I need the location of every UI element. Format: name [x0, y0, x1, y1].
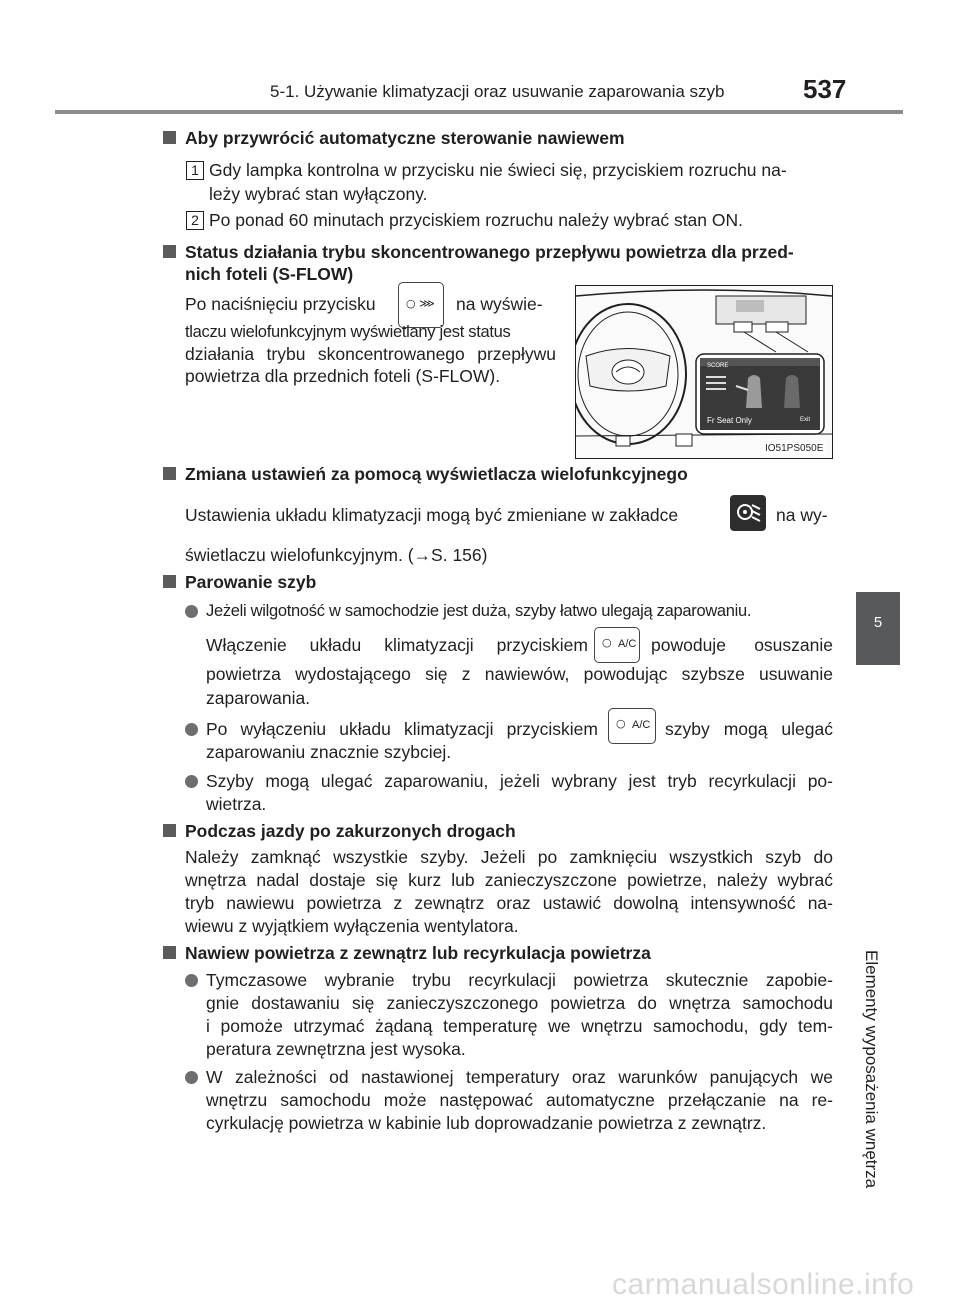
- bullet-text: szyby mogą ulegać: [665, 719, 833, 739]
- body-text: powietrza dla przednich foteli (S-FLOW).: [185, 366, 501, 386]
- ac-button: [594, 627, 640, 663]
- square-bullet-icon: [163, 575, 176, 588]
- bullet-text: i pomoże utrzymać żądaną temperaturę we wnętrzu samochodu, gdy tem-: [206, 1016, 833, 1036]
- bullet-text: zaparowania.: [206, 688, 311, 708]
- dashboard-drawing: [576, 286, 832, 458]
- chapter-tab-number: 5: [873, 614, 883, 631]
- body-text: na wyświe-: [456, 294, 543, 314]
- bullet-text: Jeżeli wilgotność w samochodzie jest duża, szyby łatwo ulegają zaparowaniu.: [206, 602, 752, 620]
- body-text: tryb nawiewu powietrza z zewnątrz oraz ustawić dowolną intensywność na-: [185, 893, 833, 913]
- screen-caption: Fr Seat Only: [707, 416, 752, 425]
- section-title-cont: nich foteli (S-FLOW): [185, 264, 354, 284]
- step-number: 2: [186, 211, 204, 230]
- round-bullet-icon: [185, 1071, 198, 1084]
- watermark: carmanualsonline.info: [612, 1268, 915, 1301]
- body-text: Ustawienia układu klimatyzacji mogą być zmieniane w zakładce: [185, 505, 679, 525]
- ac-indicator-icon: ○: [602, 636, 612, 649]
- bullet-text: gnie dostawaniu się zanieczyszczonego powietrza do wnętrza samochodu: [206, 993, 833, 1013]
- square-bullet-icon: [163, 467, 176, 480]
- square-bullet-icon: [163, 824, 176, 837]
- square-bullet-icon: [163, 131, 176, 144]
- bullet-text: cyrkulację powietrza w kabinie lub doprowadzanie powietrza z zewnątrz.: [206, 1113, 767, 1133]
- square-bullet-icon: [163, 245, 176, 258]
- section-title: Status działania trybu skoncentrowanego przepływu powietrza dla przed-: [185, 242, 794, 262]
- section-heading: [185, 941, 651, 965]
- section-title: Nawiew powietrza z zewnątrz lub recyrkulacja powietrza: [185, 943, 651, 963]
- body-text: na wy-: [776, 505, 828, 525]
- ac-button-label: A/C: [618, 638, 637, 650]
- seat-airflow-icon: ○ ⋙: [406, 297, 435, 310]
- bullet-text: Tymczasowe wybranie trybu recyrkulacji powietrza skutecznie zapobie-: [206, 970, 833, 990]
- section-heading: [185, 819, 516, 843]
- section-heading: [185, 126, 625, 150]
- body-text: świetlaczu wielofunkcyjnym. (→S. 156): [185, 545, 488, 565]
- step-text: Gdy lampka kontrolna w przycisku nie świeci się, przyciskiem rozruchu na-: [209, 160, 787, 180]
- dashboard-illustration: [575, 285, 833, 459]
- body-text: Należy zamknąć wszystkie szyby. Jeżeli po zamknięciu wszystkich szyb do: [185, 847, 833, 867]
- body-text: wiewu z wyjątkiem wyłączenia wentylatora.: [185, 916, 519, 936]
- step-number: 1: [186, 161, 204, 180]
- section-heading: [185, 462, 688, 486]
- round-bullet-icon: [185, 605, 198, 618]
- fan-settings-icon: [730, 495, 766, 531]
- step-text-cont: leży wybrać stan wyłączony.: [209, 184, 428, 204]
- body-text: tlaczu wielofunkcyjnym wyświetlany jest status: [185, 323, 511, 341]
- section-heading: [185, 570, 316, 594]
- chapter-tab: [856, 592, 900, 665]
- round-bullet-icon: [185, 723, 198, 736]
- round-bullet-icon: [185, 974, 198, 987]
- section-title: Parowanie szyb: [185, 572, 317, 592]
- body-text: działania trybu skoncentrowanego przepływu: [185, 344, 556, 364]
- ac-indicator-icon: ○: [616, 717, 626, 730]
- chapter-title: 5-1. Używanie klimatyzacji oraz usuwanie zaparowania szyb: [270, 82, 725, 101]
- section-title: Zmiana ustawień za pomocą wyświetlacza wielofunkcyjnego: [185, 464, 688, 484]
- ac-button-label: A/C: [632, 719, 651, 731]
- header-rule: [55, 110, 903, 114]
- screen-score-label: SCORE: [707, 363, 729, 369]
- bullet-text: wnętrzu samochodu może następować automatyczne przełączanie na re-: [206, 1090, 833, 1110]
- screen-exit-label: Exit: [800, 417, 811, 423]
- ac-button: [608, 708, 656, 744]
- bullet-text: wietrza.: [206, 794, 267, 814]
- round-bullet-icon: [185, 775, 198, 788]
- bullet-text: powoduje osuszanie: [651, 635, 833, 655]
- bullet-text: Włączenie układu klimatyzacji przyciskiem: [206, 635, 588, 655]
- page-number: 537: [803, 74, 847, 104]
- figure-code: IO51PS050E: [765, 443, 824, 454]
- chapter-side-label: Elementy wyposażenia wnętrza: [862, 950, 881, 1189]
- bullet-text: Po wyłączeniu układu klimatyzacji przyciskiem: [206, 719, 598, 739]
- section-title: Aby przywrócić automatyczne sterowanie nawiewem: [185, 128, 625, 148]
- body-text: wnętrza nadal dostaje się kurz lub zanieczyszczone powietrze, należy wybrać: [185, 870, 833, 890]
- bullet-text: zaparowaniu znacznie szybciej.: [206, 742, 452, 762]
- bullet-text: Szyby mogą ulegać zaparowaniu, jeżeli wybrany jest tryb recyrkulacji po-: [206, 771, 833, 791]
- body-text: Po naciśnięciu przycisku: [185, 294, 376, 314]
- bullet-text: peratura zewnętrzna jest wysoka.: [206, 1039, 466, 1059]
- section-title: Podczas jazdy po zakurzonych drogach: [185, 821, 516, 841]
- square-bullet-icon: [163, 946, 176, 959]
- step-text: Po ponad 60 minutach przyciskiem rozruchu należy wybrać stan ON.: [209, 210, 743, 230]
- bullet-text: W zależności od nastawionej temperatury oraz warunków panujących we: [206, 1067, 833, 1087]
- bullet-text: powietrza wydostającego się z nawiewów, powodując szybsze usuwanie: [206, 664, 833, 684]
- climate-settings-tab-icon: [730, 495, 766, 531]
- section-heading: [185, 240, 833, 264]
